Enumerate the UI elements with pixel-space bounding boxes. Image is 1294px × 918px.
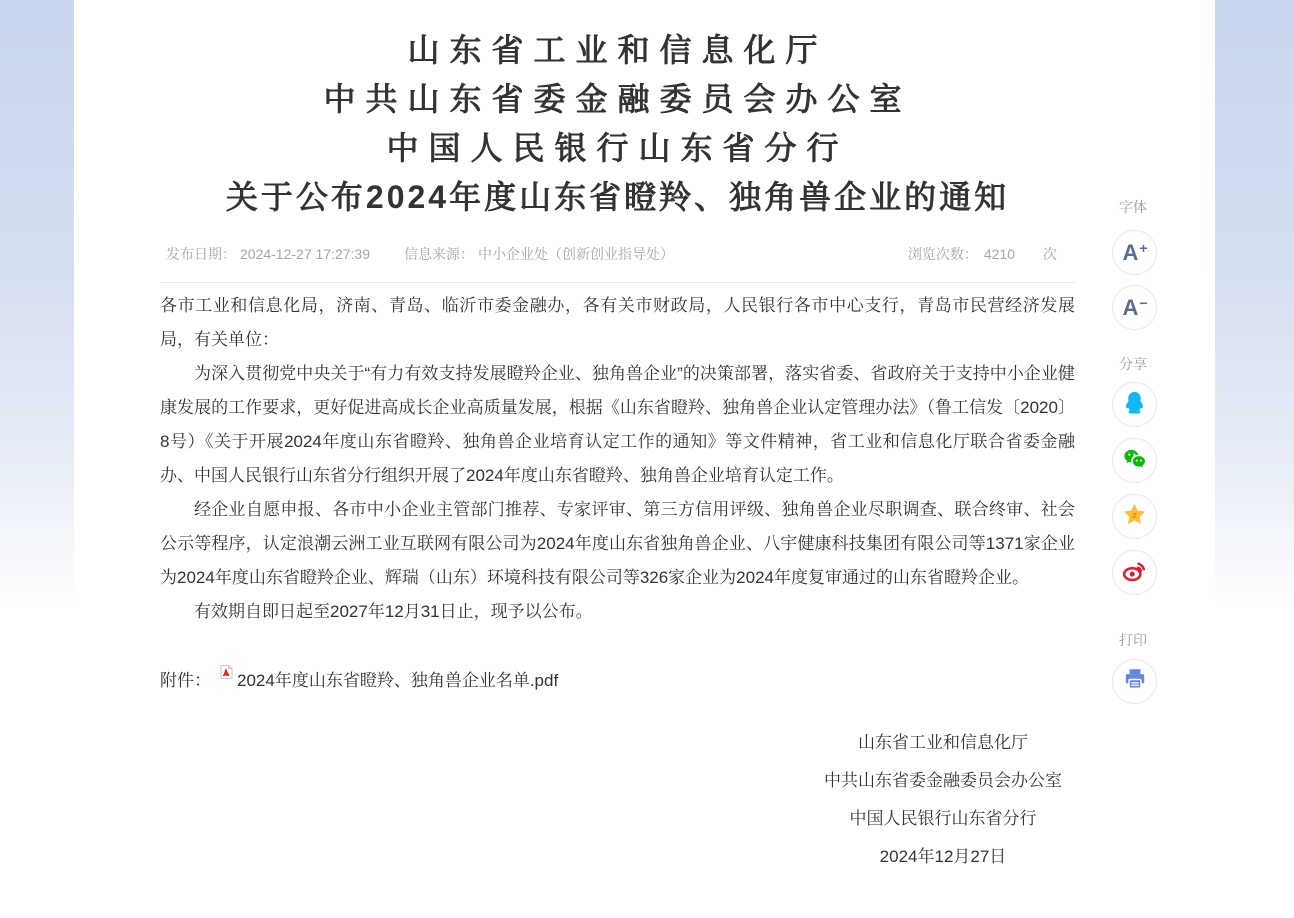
wechat-icon <box>1121 445 1148 477</box>
share-weibo-button[interactable] <box>1112 550 1157 595</box>
weibo-icon <box>1121 557 1148 589</box>
signature-line-3: 中国人民银行山东省分行 <box>849 809 1037 828</box>
article-title <box>160 0 1075 222</box>
signature-line-1: 山东省工业和信息化厅 <box>858 733 1028 752</box>
font-decrease-icon: A− <box>1122 294 1148 320</box>
signature-line-2: 中共山东省委金融委员会办公室 <box>824 771 1062 790</box>
views-label: 浏览次数： <box>907 245 978 262</box>
qq-icon <box>1121 389 1148 421</box>
svg-text:z: z <box>1131 510 1138 521</box>
signature-date: 2024年12月27日 <box>879 847 1007 866</box>
publish-date-value: 2024-12-27 17:27:39 <box>240 245 370 262</box>
article-content <box>160 0 1075 876</box>
qzone-icon <box>1121 501 1148 533</box>
article-meta-bar <box>160 233 1075 283</box>
paragraph-policy-basis: 为深入贯彻党中央关于“有力有效支持发展瞪羚企业、独角兽企业”的决策部署，落实省委、省政府关于支持中小企业健康发展的工作要求，更好促进高成长企业高质量发展，根据《山东省瞪羚、独角兽企业认定管理办法》（鲁工信发〔2020〕8号）《关于开展2024年度山东省瞪羚、独角兽企业培育认定工作的通知》等文件精神，省工业和信息化厅联合省委金融办、中国人民银行山东省分行组织开展了2024年度山东省瞪羚、独角兽企业培育认定工作。 <box>160 364 1075 485</box>
tool-sidebar <box>1110 200 1162 714</box>
article-card <box>74 0 1215 918</box>
printer-icon <box>1122 666 1148 697</box>
title-line-1: 山东省工业和信息化厅 <box>407 32 828 68</box>
article-body <box>160 289 1075 629</box>
font-decrease-button[interactable] <box>1112 285 1157 330</box>
title-line-2: 中共山东省委金融委员会办公室 <box>323 81 912 117</box>
title-line-4: 关于公布2024年度山东省瞪羚、独角兽企业的通知 <box>225 179 1010 215</box>
views-count: 4210 <box>983 245 1015 262</box>
source-value: 中小企业处（创新创业指导处） <box>478 245 674 262</box>
publish-date-label: 发布日期： <box>166 245 236 262</box>
attachment-row <box>160 661 1075 695</box>
share-qzone-button[interactable] <box>1112 494 1157 539</box>
paragraph-salutation: 各市工业和信息化局，济南、青岛、临沂市委金融办，各有关市财政局，人民银行各市中心支行，青岛市民营经济发展局，有关单位： <box>160 296 1075 349</box>
views-unit: 次 <box>1043 245 1057 262</box>
share-section-label: 分享 <box>1119 356 1147 372</box>
signature-block <box>803 724 1083 876</box>
paragraph-validity-period: 有效期自即日起至2027年12月31日止，现予以公布。 <box>194 602 593 621</box>
share-wechat-button[interactable] <box>1112 438 1157 483</box>
paragraph-recognition-result: 经企业自愿申报、各市中小企业主管部门推荐、专家评审、第三方信用评级、独角兽企业尽职调查、联合终审、社会公示等程序，认定浪潮云洲工业互联网有限公司为2024年度山东省独角兽企业、八宇健康科技集团有限公司等1371家企业为2024年度山东省瞪羚企业、辉瑞（山东）环境科技有限公司等326家企业为2024年度复审通过的山东省瞪羚企业。 <box>160 500 1075 587</box>
title-line-3: 中国人民银行山东省分行 <box>386 130 849 166</box>
attachment-file-link[interactable]: 2024年度山东省瞪羚、独角兽企业名单.pdf <box>237 670 559 690</box>
font-increase-icon: A+ <box>1122 239 1148 265</box>
font-increase-button[interactable] <box>1112 230 1157 275</box>
pdf-icon <box>218 664 234 685</box>
print-section-label: 打印 <box>1119 632 1147 648</box>
source-label: 信息来源： <box>404 245 474 262</box>
share-qq-button[interactable] <box>1112 382 1157 427</box>
print-button[interactable] <box>1112 659 1157 704</box>
font-section-label: 字体 <box>1119 199 1147 215</box>
attachment-label: 附件： <box>160 670 211 690</box>
